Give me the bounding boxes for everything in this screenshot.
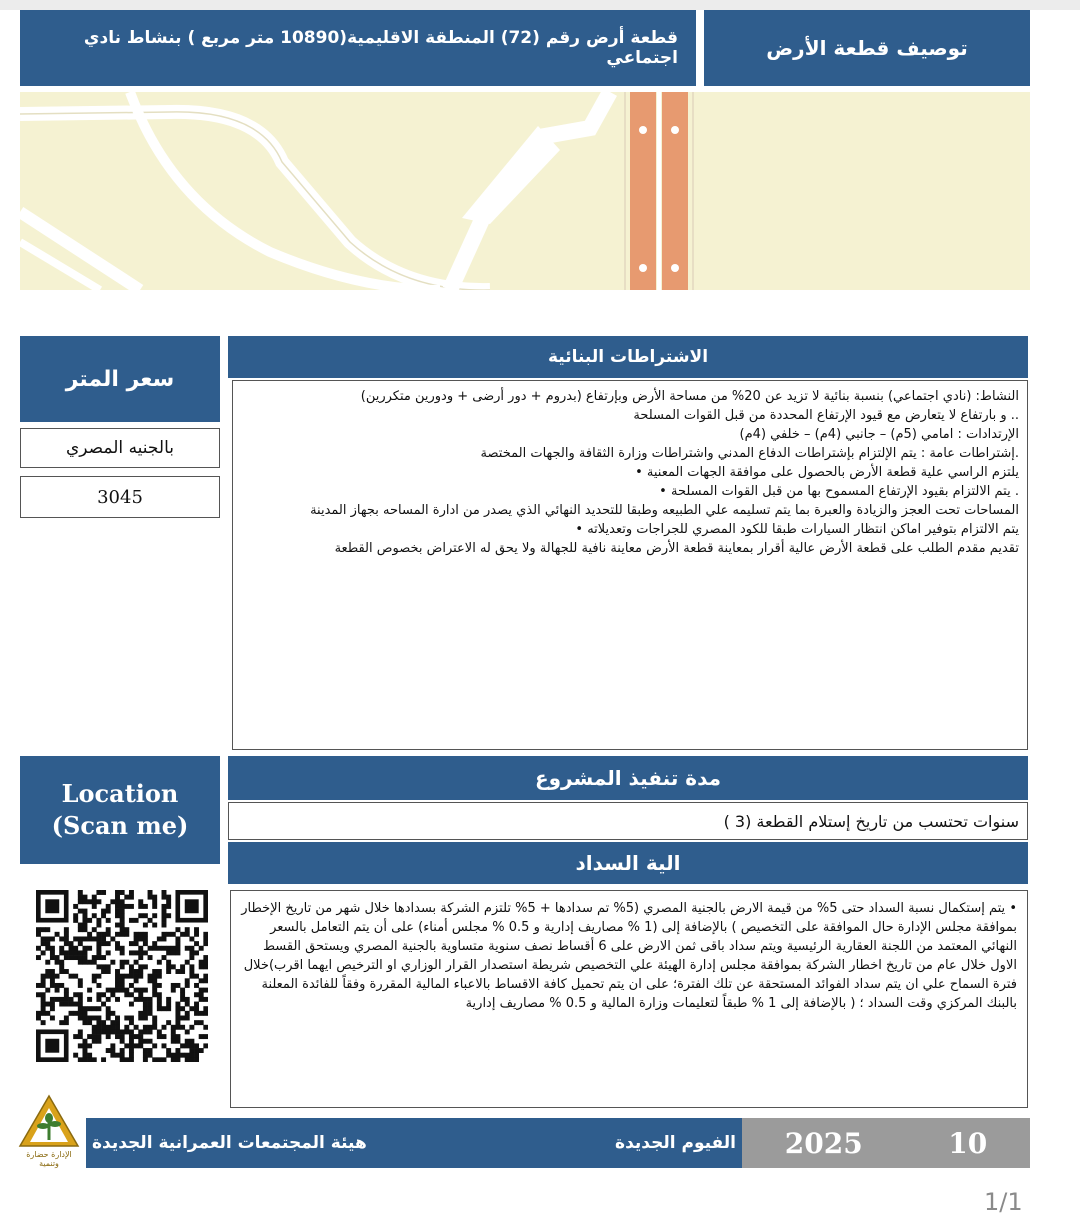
section-title [704, 10, 1030, 86]
duration-title [228, 756, 1028, 800]
footer-number: 10 [948, 1126, 988, 1160]
duration-title-text: مدة تنفيذ المشروع [534, 766, 722, 790]
payment-title [228, 842, 1028, 884]
page-indicator [984, 1188, 1044, 1216]
duration-text: سنوات تحتسب من تاريخ إستلام القطعة (3 ) [723, 811, 1019, 831]
condition-line: يلتزم الراسي علية قطعة الأرض بالحصول على موافقة الجهات المعنية • [635, 465, 1019, 480]
page-indicator-text: 1/1 [984, 1188, 1023, 1216]
footer-authority: هيئة المجتمعات العمرانية الجديدة [92, 1133, 367, 1153]
plot-title [20, 10, 696, 86]
location-title [20, 756, 220, 864]
condition-line: المساحات تحت العجز والزيادة والعبرة بما يتم تسليمه علي الطبيعه وطبقا للتحديد النهائي الذي يصدر من ادارة المساحه بجهاز المدينة [310, 503, 1019, 518]
payment-bullet: • [1005, 901, 1017, 916]
top-strip [0, 0, 1080, 10]
location-title-line1: Location [61, 779, 179, 808]
price-title-text: سعر المتر [65, 366, 175, 392]
qr-code-graphic [36, 890, 208, 1062]
footer-year: 2025 [784, 1126, 863, 1160]
condition-line: .. و بارتفاع لا يتعارض مع قيود الإرتفاع المحددة من قبل القوات المسلحة [633, 408, 1019, 423]
condition-line: .إشتراطات عامة : يتم الإلتزام بإشتراطات الدفاع المدني واشتراطات وزارة الثقافة والجهات المختصة [480, 446, 1019, 461]
footer-meta [742, 1118, 1030, 1168]
footer-city: الفيوم الجديدة [615, 1133, 736, 1153]
conditions-title-text: الاشتراطات البنائية [547, 347, 709, 367]
authority-bar [86, 1118, 742, 1168]
condition-line: يتم الالتزام بتوفير اماكن انتظار السيارات طبقا للكود المصري للجراجات وتعديلاته • [575, 522, 1019, 537]
section-title-text: توصيف قطعة الأرض [766, 36, 968, 60]
condition-line: النشاط: (نادي اجتماعي) بنسبة بنائية لا تزيد عن 20% من مساحة الأرض وبإرتفاع (بدروم + دور أرضى + ودورين متكررين) [360, 389, 1019, 404]
duration-body [228, 802, 1028, 840]
payment-body [230, 890, 1028, 1108]
conditions-body [232, 380, 1028, 750]
condition-line: . يتم الالتزام بقيود الإرتفاع المسموح بها من قبل القوات المسلحة • [659, 484, 1019, 499]
authority-logo-caption: الإدارة حضارة وتنمية [26, 1150, 72, 1168]
condition-line: تقديم مقدم الطلب على قطعة الأرض عالية أقرار بمعاينة قطعة الأرض معاينة نافية للجهالة ولا يحق له الاعتراض بخصوص القطعة [334, 541, 1019, 556]
map-graphic [20, 92, 1030, 290]
authority-logo [18, 1094, 80, 1172]
payment-text: يتم إستكمال نسبة السداد حتى 5% من قيمة الارض بالجنية المصري (5% تم سدادها + 5% تلتزم الشركة بسدادها خلال شهر من تاريخ الإخطار بموافقة مجلس الإدارة حال الموافقة على التخصيص ) بالإضافة إلى (1 % مصاريف إدارية و 0.5 % مجلس أمناء) على أن يتم التعامل بالسعر النهائي المعتمد من اللجنة العقارية الرئيسية ويتم سداد باقى ثمن الارض على 6 أقساط نصف سنوية متساوية بالجنية المصري ويستحق القسط الاول خلال عام من تاريخ اخطار الشركة بموافقة مجلس إدارة الهيئة علي التخصيص شريطة استصدار القرار الوزاري او الترخيص ايهما اقرب)خلال فترة السماح علي ان يتم سداد الفوائد المستحقة عن تلك الفترة؛ على ان يتم تحميل كافة الاقساط بالاعباء المالية المقررة وفقاً للفائدة المعلنة بالبنك المركزي وقت السداد ؛ ( بالإضافة إلى 1 % طبقاً لتعليمات وزارة المالية و 0.5 % مصاريف إدارية [241, 901, 1017, 1011]
location-qr-code[interactable] [36, 890, 208, 1062]
site-map [20, 92, 1030, 290]
price-title [20, 336, 220, 422]
plot-title-text: قطعة أرض رقم (72) المنطقة الاقليمية(10890 متر مربع ) بنشاط نادي اجتماعي [83, 28, 678, 68]
price-value [20, 476, 220, 518]
conditions-list [247, 387, 1019, 558]
price-value-text: 3045 [97, 486, 143, 508]
condition-line: الإرتدادات : امامي (5م) – جانبي (4م) – خلفي (4م) [739, 427, 1019, 442]
price-currency-text: بالجنيه المصري [66, 438, 175, 458]
payment-title-text: الية السداد [575, 851, 681, 875]
location-title-line2: (Scan me) [51, 811, 189, 840]
conditions-title [228, 336, 1028, 378]
price-currency [20, 428, 220, 468]
